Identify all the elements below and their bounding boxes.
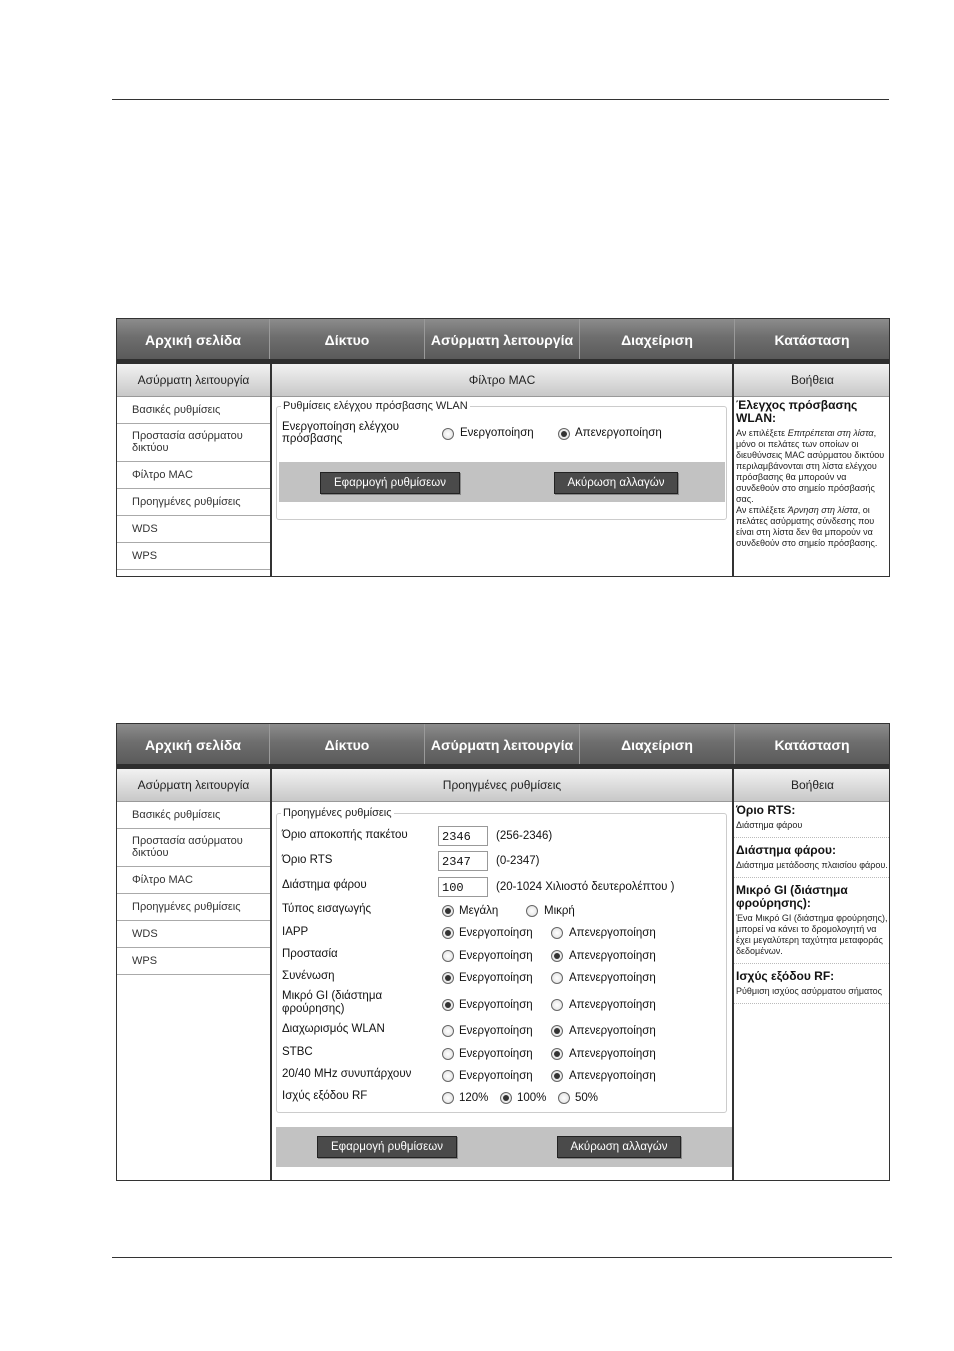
preamble-short-label: Μικρή bbox=[544, 905, 575, 917]
help-text: Διάστημα φάρου bbox=[736, 820, 803, 830]
button-bar bbox=[276, 1127, 732, 1167]
rf-100-label: 100% bbox=[517, 1092, 547, 1104]
wlan-partition-label: Διαχωρισμός WLAN bbox=[282, 1023, 385, 1035]
help-panel-2 bbox=[732, 769, 890, 1180]
main-nav bbox=[117, 319, 889, 359]
access-control-label: Ενεργοποίηση ελέγχου πρόσβασης bbox=[282, 421, 400, 445]
sidebar-item-mac-filter[interactable]: Φίλτρο MAC bbox=[117, 867, 270, 894]
rts-threshold-label: Όριο RTS bbox=[282, 854, 333, 866]
short-gi-disable-label: Απενεργοποίηση bbox=[569, 999, 656, 1011]
nav-management[interactable]: Διαχείριση bbox=[580, 319, 735, 359]
aggregation-enable-radio[interactable] bbox=[442, 972, 454, 984]
preamble-short-radio[interactable] bbox=[526, 905, 538, 917]
apply-button[interactable]: Εφαρμογή ρυθμίσεων bbox=[317, 1136, 457, 1158]
help-block-beacon bbox=[734, 844, 890, 878]
sidebar-item-basic[interactable]: Βασικές ρυθμίσεις bbox=[117, 397, 270, 424]
cancel-button[interactable]: Ακύρωση αλλαγών bbox=[554, 472, 678, 494]
help-heading: Διάστημα φάρου: bbox=[736, 843, 836, 857]
cancel-button[interactable]: Ακύρωση αλλαγών bbox=[557, 1136, 681, 1158]
nav-status[interactable]: Κατάσταση bbox=[774, 737, 850, 753]
page-bottom-rule bbox=[112, 1257, 892, 1258]
rf-120-radio[interactable] bbox=[442, 1092, 454, 1104]
main-nav-2 bbox=[117, 724, 889, 764]
rts-threshold-input[interactable]: 2347 bbox=[438, 851, 488, 871]
coexist-disable-label: Απενεργοποίηση bbox=[569, 1070, 656, 1082]
iapp-enable-radio[interactable] bbox=[442, 927, 454, 939]
help-block-short-gi bbox=[734, 884, 890, 964]
coexist-enable-label: Ενεργοποίηση bbox=[459, 1070, 533, 1082]
nav-network[interactable]: Δίκτυο bbox=[270, 319, 425, 359]
rf-100-radio[interactable] bbox=[500, 1092, 512, 1104]
sidebar-item-wps[interactable]: WPS bbox=[117, 948, 270, 975]
button-bar bbox=[279, 462, 725, 502]
help-title: Βοήθεια bbox=[734, 769, 890, 802]
beacon-interval-hint: (20-1024 Χιλιοστό δευτερολέπτου ) bbox=[496, 881, 675, 893]
nav-wireless[interactable]: Ασύρματη λειτουργία bbox=[425, 724, 580, 764]
sidebar-item-mac-filter[interactable]: Φίλτρο MAC bbox=[117, 462, 270, 489]
sidebar-item-wds[interactable]: WDS bbox=[117, 516, 270, 543]
page-title: Προηγμένες ρυθμίσεις bbox=[272, 769, 732, 802]
sidebar-2 bbox=[117, 769, 272, 1180]
protection-enable-radio[interactable] bbox=[442, 950, 454, 962]
rf-50-label: 50% bbox=[575, 1092, 599, 1104]
nav-status[interactable]: Κατάσταση bbox=[774, 332, 850, 348]
preamble-long-radio[interactable] bbox=[442, 905, 454, 917]
stbc-disable-label: Απενεργοποίηση bbox=[569, 1048, 656, 1060]
beacon-interval-input[interactable]: 100 bbox=[438, 877, 488, 897]
help-paragraph: Αν επιλέξετε Επιτρέπεται στη λίστα, μόνο οι πελάτες των οποίων οι διευθύνσεις MAC ασύρματου δικτύου περιλαμβάνονται στη λίστα ελέγχου πρόσβασης θα μπορούν να συνδεθούν στο σημείο πρόσβασής σας. Αν επιλέξετε Άρνηση στη λίστα, οι πελάτες ασύρματης σύνδεσης που είναι στη λίστα δεν θα μπορούν να συνδεθούν στο σημείο πρόσβασης. bbox=[736, 428, 885, 548]
page-top-rule bbox=[112, 99, 889, 100]
content-2 bbox=[272, 769, 732, 1180]
sidebar-item-wds[interactable]: WDS bbox=[117, 921, 270, 948]
sidebar-item-security[interactable]: Προστασία ασύρματου δικτύου bbox=[117, 829, 270, 867]
sidebar-item-basic[interactable]: Βασικές ρυθμίσεις bbox=[117, 802, 270, 829]
short-gi-label: Μικρό GI (διάστημα φρούρησης) bbox=[282, 990, 383, 1015]
access-enable-radio[interactable] bbox=[442, 428, 454, 440]
help-text: Διάστημα μετάδοσης πλαισίου φάρου. bbox=[736, 860, 888, 870]
nav-home[interactable]: Αρχική σελίδα bbox=[117, 724, 270, 764]
frag-threshold-label: Όριο αποκοπής πακέτου bbox=[282, 829, 408, 841]
fieldset-legend: Ρυθμίσεις ελέγχου πρόσβασης WLAN bbox=[283, 400, 468, 412]
aggregation-enable-label: Ενεργοποίηση bbox=[459, 972, 533, 984]
aggregation-disable-label: Απενεργοποίηση bbox=[569, 972, 656, 984]
iapp-disable-radio[interactable] bbox=[551, 927, 563, 939]
iapp-label: IAPP bbox=[282, 926, 309, 938]
sidebar-title: Ασύρματη λειτουργία bbox=[117, 769, 270, 802]
nav-management[interactable]: Διαχείριση bbox=[580, 724, 735, 764]
wlan-partition-enable-label: Ενεργοποίηση bbox=[459, 1025, 533, 1037]
sidebar-item-advanced[interactable]: Προηγμένες ρυθμίσεις bbox=[117, 489, 270, 516]
rts-threshold-hint: (0-2347) bbox=[496, 855, 540, 867]
beacon-interval-label: Διάστημα φάρου bbox=[282, 879, 367, 891]
mac-filter-screenshot bbox=[116, 318, 890, 577]
coexist-label: 20/40 MHz συνυπάρχουν bbox=[282, 1068, 412, 1080]
short-gi-disable-radio[interactable] bbox=[551, 999, 563, 1011]
help-heading: Όριο RTS: bbox=[736, 803, 796, 817]
help-text: Ρύθμιση ισχύος ασύρματου σήματος bbox=[736, 986, 882, 996]
sidebar-item-wps[interactable]: WPS bbox=[117, 543, 270, 570]
short-gi-enable-label: Ενεργοποίηση bbox=[459, 999, 533, 1011]
help-text: Ένα Μικρό GI (διάστημα φρούρησης), μπορεί να κάνει το δρομολογητή να έχει μεγαλύτερη ταχύτητα μεταφοράς δεδομένων. bbox=[736, 913, 888, 956]
stbc-label: STBC bbox=[282, 1046, 313, 1058]
sidebar-item-advanced[interactable]: Προηγμένες ρυθμίσεις bbox=[117, 894, 270, 921]
aggregation-label: Συνένωση bbox=[282, 970, 335, 982]
stbc-enable-radio[interactable] bbox=[442, 1048, 454, 1060]
sidebar-item-security[interactable]: Προστασία ασύρματου δικτύου bbox=[117, 424, 270, 462]
access-enable-label: Ενεργοποίηση bbox=[460, 427, 534, 439]
apply-button[interactable]: Εφαρμογή ρυθμίσεων bbox=[320, 472, 460, 494]
frag-threshold-hint: (256-2346) bbox=[496, 830, 553, 842]
preamble-label: Τύπος εισαγωγής bbox=[282, 903, 372, 915]
help-block-rf bbox=[734, 970, 890, 1004]
short-gi-enable-radio[interactable] bbox=[442, 999, 454, 1011]
stbc-enable-label: Ενεργοποίηση bbox=[459, 1048, 533, 1060]
nav-network[interactable]: Δίκτυο bbox=[270, 724, 425, 764]
nav-wireless[interactable]: Ασύρματη λειτουργία bbox=[425, 319, 580, 359]
help-heading: Μικρό GI (διάστημα φρούρησης): bbox=[736, 883, 848, 910]
content bbox=[272, 364, 732, 576]
rf-50-radio[interactable] bbox=[558, 1092, 570, 1104]
nav-home[interactable]: Αρχική σελίδα bbox=[117, 319, 270, 359]
help-title: Βοήθεια bbox=[734, 364, 890, 397]
help-panel bbox=[732, 364, 890, 576]
iapp-enable-label: Ενεργοποίηση bbox=[459, 927, 533, 939]
coexist-enable-radio[interactable] bbox=[442, 1070, 454, 1082]
frag-threshold-input[interactable]: 2346 bbox=[438, 826, 488, 846]
sidebar bbox=[117, 364, 272, 576]
access-disable-label: Απενεργοποίηση bbox=[575, 427, 662, 439]
protection-enable-label: Ενεργοποίηση bbox=[459, 950, 533, 962]
help-heading: Ισχύς εξόδου RF: bbox=[736, 969, 835, 983]
protection-disable-label: Απενεργοποίηση bbox=[569, 950, 656, 962]
protection-disable-radio[interactable] bbox=[551, 950, 563, 962]
rf-120-label: 120% bbox=[459, 1092, 489, 1104]
page-title: Φίλτρο MAC bbox=[272, 364, 732, 397]
stbc-disable-radio[interactable] bbox=[551, 1048, 563, 1060]
iapp-disable-label: Απενεργοποίηση bbox=[569, 927, 656, 939]
access-disable-radio[interactable] bbox=[558, 428, 570, 440]
wlan-partition-enable-radio[interactable] bbox=[442, 1025, 454, 1037]
aggregation-disable-radio[interactable] bbox=[551, 972, 563, 984]
rf-power-label: Ισχύς εξόδου RF bbox=[282, 1090, 368, 1102]
wlan-partition-disable-label: Απενεργοποίηση bbox=[569, 1025, 656, 1037]
help-block-rts bbox=[734, 804, 890, 838]
fieldset-legend: Προηγμένες ρυθμίσεις bbox=[283, 807, 392, 819]
sidebar-title: Ασύρματη λειτουργία bbox=[117, 364, 270, 397]
advanced-settings-screenshot bbox=[116, 723, 890, 1181]
coexist-disable-radio[interactable] bbox=[551, 1070, 563, 1082]
protection-label: Προστασία bbox=[282, 948, 338, 960]
preamble-long-label: Μεγάλη bbox=[459, 905, 499, 917]
help-heading: Έλεγχος πρόσβασης WLAN: bbox=[736, 398, 858, 425]
wlan-partition-disable-radio[interactable] bbox=[551, 1025, 563, 1037]
